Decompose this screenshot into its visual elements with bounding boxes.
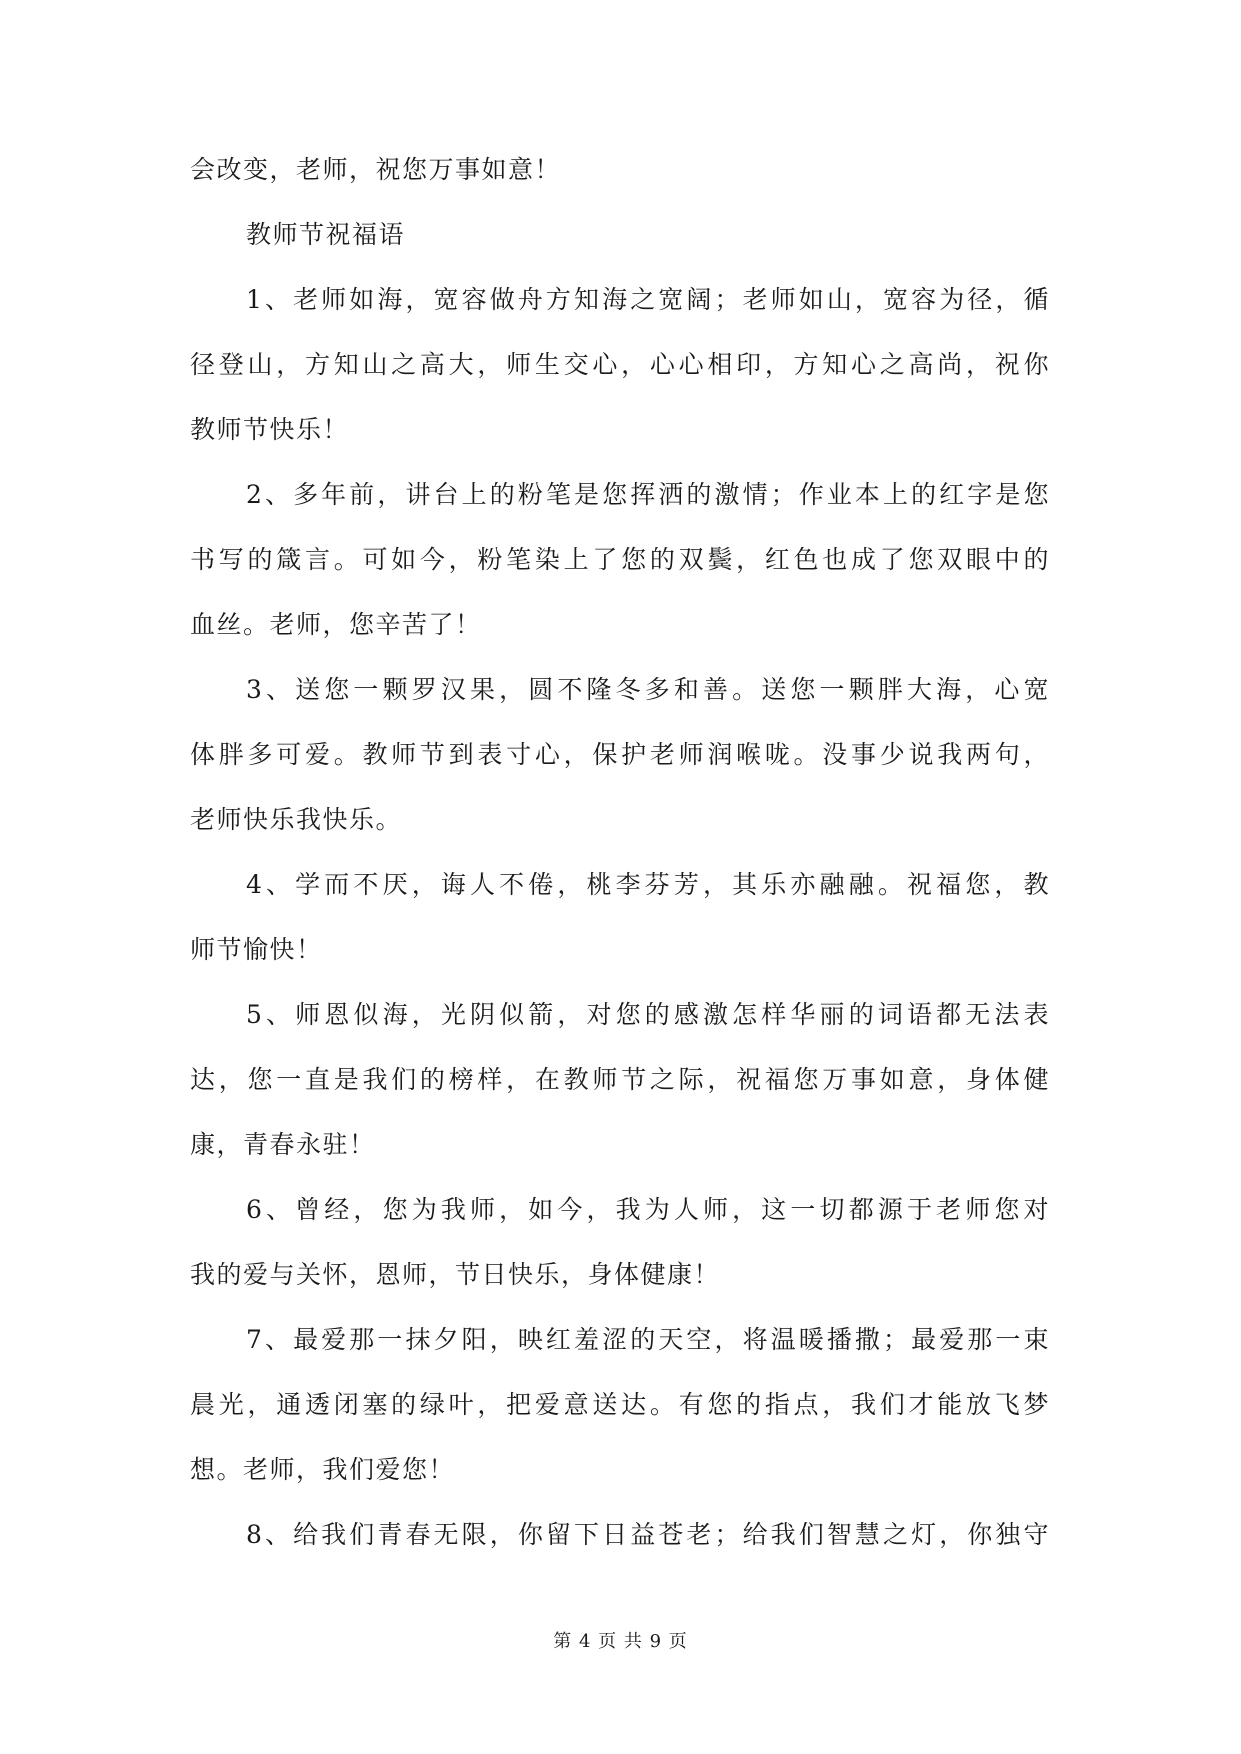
paragraph-line: 我的爱与关怀，恩师，节日快乐，身体健康！ [190, 1260, 721, 1289]
paragraph-line: 师节愉快！ [190, 935, 323, 964]
paragraph-line: 达，您一直是我们的榜样，在教师节之际，祝福您万事如意，身体健 [190, 1065, 1050, 1094]
page-number-footer: 第 4 页 共 9 页 [553, 1631, 688, 1652]
paragraph-line: 3、送您一颗罗汉果，圆不隆冬多和善。送您一颗胖大海，心宽 [246, 675, 1050, 704]
paragraph-line: 体胖多可爱。教师节到表寸心，保护老师润喉咙。没事少说我两句， [190, 740, 1050, 769]
paragraph-line: 老师快乐我快乐。 [190, 805, 403, 834]
paragraph-line: 7、最爱那一抹夕阳，映红羞涩的天空，将温暖播撒；最爱那一束 [246, 1325, 1050, 1354]
paragraph-line: 1、老师如海，宽容做舟方知海之宽阔；老师如山，宽容为径，循 [246, 285, 1050, 314]
paragraph-line: 径登山，方知山之高大，师生交心，心心相印，方知心之高尚，祝你 [190, 350, 1050, 379]
paragraph-line: 教师节快乐！ [190, 415, 350, 444]
paragraph-line: 4、学而不厌，诲人不倦，桃李芬芳，其乐亦融融。祝福您，教 [246, 870, 1050, 899]
paragraph-line: 会改变，老师，祝您万事如意！ [190, 155, 562, 184]
document-body [190, 152, 1050, 1582]
paragraph-line: 想。老师，我们爱您！ [190, 1455, 456, 1484]
paragraph-line: 晨光，通透闭塞的绿叶，把爱意送达。有您的指点，我们才能放飞梦 [190, 1390, 1050, 1419]
paragraph-line: 书写的箴言。可如今，粉笔染上了您的双鬓，红色也成了您双眼中的 [190, 545, 1050, 574]
paragraph-line: 2、多年前，讲台上的粉笔是您挥洒的激情；作业本上的红字是您 [246, 480, 1050, 509]
paragraph-line: 6、曾经，您为我师，如今，我为人师，这一切都源于老师您对 [246, 1195, 1050, 1224]
paragraph-line: 康，青春永驻！ [190, 1130, 376, 1159]
paragraph-line: 血丝。老师，您辛苦了！ [190, 610, 482, 639]
paragraph-line: 8、给我们青春无限，你留下日益苍老；给我们智慧之灯，你独守 [246, 1520, 1050, 1549]
section-heading: 教师节祝福语 [246, 220, 406, 249]
paragraph-line: 5、师恩似海，光阴似箭，对您的感激怎样华丽的词语都无法表 [246, 1000, 1050, 1029]
